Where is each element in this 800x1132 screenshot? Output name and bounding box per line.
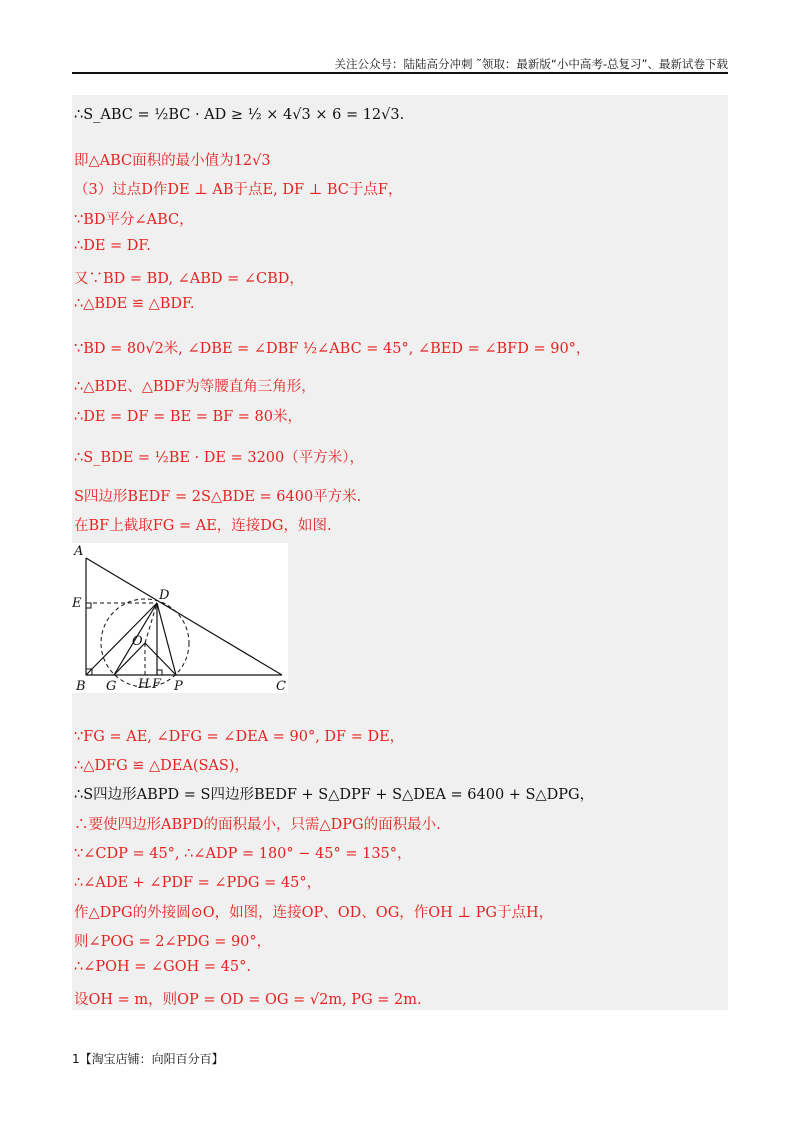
text-line: ∴△BDE ≌ △BDF. xyxy=(74,296,195,312)
geometry-figure xyxy=(72,543,288,693)
text-line: 则∠POG = 2∠PDG = 90°， xyxy=(74,934,272,950)
label-p: P xyxy=(174,679,183,693)
label-d: D xyxy=(159,588,170,603)
text-line: ∵BD平分∠ABC， xyxy=(74,212,194,228)
label-b: B xyxy=(76,679,86,693)
page-footer: 1【淘宝店铺：向阳百分百】 xyxy=(72,1052,224,1066)
text-line: S四边形BEDF = 2S△BDE = 6400平方米. xyxy=(74,489,362,505)
page-header: 关注公众号：陆陆高分冲刺 ˜领取：最新版“小中高考-总复习”、最新试卷下载 xyxy=(334,57,728,71)
text-line: ∴S四边形ABPD = S四边形BEDF + S△DPF + S△DEA = 6400 + S△DPG， xyxy=(74,787,595,803)
solution-block xyxy=(72,95,728,1010)
geometry-diagram xyxy=(72,543,288,693)
label-g: G xyxy=(106,679,117,693)
text-line: ∴DE = DF. xyxy=(74,238,151,254)
text-line: ∴要使四边形ABPD的面积最小，只需△DPG的面积最小. xyxy=(74,817,441,833)
text-line: ∴△BDE、△BDF为等腰直角三角形， xyxy=(74,379,316,395)
text-line: 作△DPG的外接圆⊙O，如图，连接OP、OD、OG，作OH ⊥ PG于点H， xyxy=(74,905,554,921)
label-e: E xyxy=(72,596,82,611)
text-line: ∴S_ABC = ½BC · AD ≥ ½ × 4√3 × 6 = 12√3. xyxy=(74,107,405,123)
text-line: 又∵BD = BD, ∠ABD = ∠CBD， xyxy=(74,271,304,287)
text-line: ∴S_BDE = ½BE · DE = 3200（平方米）， xyxy=(74,450,364,466)
text-line: 即△ABC面积的最小值为12√3 xyxy=(74,153,271,169)
text-line: 在BF上截取FG = AE，连接DG，如图. xyxy=(74,518,332,534)
label-o: O xyxy=(132,634,143,649)
text-line: ∵∠CDP = 45°, ∴∠ADP = 180° − 45° = 135°， xyxy=(74,846,412,862)
text-line: ∴∠POH = ∠GOH = 45°. xyxy=(74,959,251,975)
text-line: ∴DE = DF = BE = BF = 80米， xyxy=(74,409,302,425)
text-line: ∴∠ADE + ∠PDF = ∠PDG = 45°， xyxy=(74,875,322,891)
text-line: ∴△DFG ≌ △DEA(SAS)， xyxy=(74,758,249,774)
text-line: （3）过点D作DE ⊥ AB于点E, DF ⊥ BC于点F， xyxy=(74,182,403,198)
label-f: F xyxy=(152,677,162,692)
text-line: ∵FG = AE, ∠DFG = ∠DEA = 90°, DF = DE， xyxy=(74,729,405,745)
text-line: 设OH = m，则OP = OD = OG = √2m, PG = 2m. xyxy=(74,992,422,1008)
header-divider xyxy=(72,72,728,74)
label-a: A xyxy=(74,544,84,559)
label-h: H xyxy=(138,677,150,692)
label-c: C xyxy=(276,679,286,693)
text-line: ∵BD = 80√2米, ∠DBE = ∠DBF ½∠ABC = 45°, ∠BED = ∠BFD = 90°， xyxy=(74,341,591,357)
